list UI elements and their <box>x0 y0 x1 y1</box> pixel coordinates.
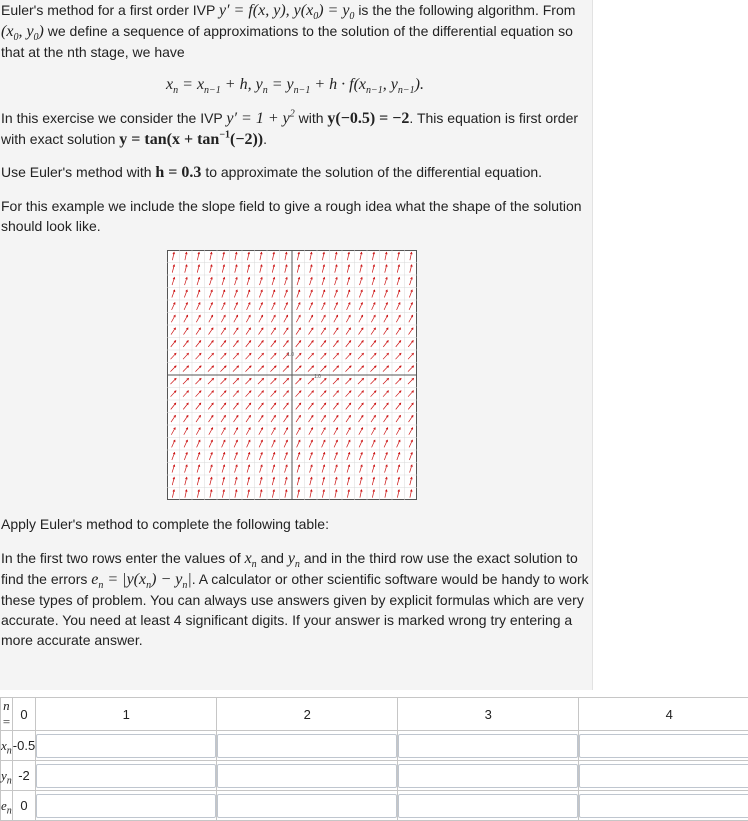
n-value-3: 3 <box>398 698 579 731</box>
slope-paragraph: For this example we include the slope field to give a rough idea what the shape of the solution should look like. <box>1 196 589 236</box>
instructions-paragraph: In the first two rows enter the values of $x_n$ and $y_n$ and in the third row use the exact solution to find the errors $e_n = |y(x_n) - y_n|$. A calculator or other scientific software would be handy to work these types of problem. You can always use answers given by explicit formulas which are very accurate. You need at least 4 significant digits. If your answer is marked wrong try entering a more accurate answer. <box>1 548 589 650</box>
x1-input[interactable] <box>36 734 216 758</box>
x-row-label: $x_n$ <box>1 731 13 761</box>
table-row-y <box>1 761 748 791</box>
y2-input[interactable] <box>217 764 397 788</box>
n-value-4: 4 <box>579 698 748 731</box>
e-value-0: 0 <box>12 791 35 821</box>
apply-paragraph: Apply Euler's method to complete the following table: <box>1 514 589 534</box>
y3-input[interactable] <box>398 764 578 788</box>
x4-input[interactable] <box>579 734 748 758</box>
e2-input[interactable] <box>217 794 397 818</box>
euler-formula: $x_n = x_{n-1} + h$, $y_n = y_{n-1} + h \cdot f(x_{n-1}$, $y_{n-1}$). <box>0 74 590 96</box>
intro-paragraph: Euler's method for a first order IVP y′ = f(x, y), $y(x_0) = y_0$ is the the following algorithm. From ($x_0$, $y_0$) we define a sequence of approximations to the solution of the differential equation so that at the nth stage, we have <box>1 0 589 62</box>
x-axis-label: 1.0 <box>314 374 321 380</box>
x-value-0: -0.5 <box>12 731 35 761</box>
y4-input[interactable] <box>579 764 748 788</box>
e1-input[interactable] <box>36 794 216 818</box>
e3-input[interactable] <box>398 794 578 818</box>
method-paragraph: Use Euler's method with h = 0.3 to approximate the solution of the differential equation. <box>1 162 589 183</box>
n-label: n = <box>1 698 13 731</box>
x2-input[interactable] <box>217 734 397 758</box>
e-row-label: $e_n$ <box>1 791 13 821</box>
table-row-n <box>1 698 748 731</box>
y-axis-label: 1.0 <box>287 352 294 358</box>
euler-table <box>0 697 748 821</box>
slope-field-plot <box>167 250 417 500</box>
e4-input[interactable] <box>579 794 748 818</box>
y1-input[interactable] <box>36 764 216 788</box>
n-value-0: 0 <box>12 698 35 731</box>
y-row-label: $y_n$ <box>1 761 13 791</box>
exercise-paragraph: In this exercise we consider the IVP $y' = 1 + y^2$ with y(−0.5) = −2. This equation is first order with exact solution $y = \tan(x + \tan^{-1}(-2))$. <box>1 108 589 150</box>
table-row-e <box>1 791 748 821</box>
n-value-1: 1 <box>36 698 217 731</box>
table-row-x <box>1 731 748 761</box>
x3-input[interactable] <box>398 734 578 758</box>
n-value-2: 2 <box>217 698 398 731</box>
y-value-0: -2 <box>12 761 35 791</box>
